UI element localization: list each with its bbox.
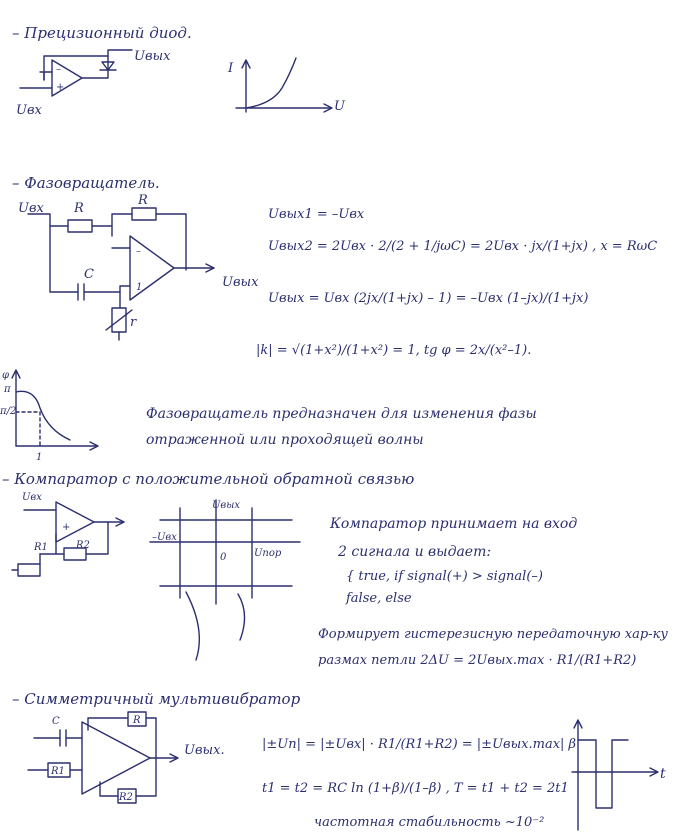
phase-shifter-title: – Фазовращатель. [12, 174, 160, 192]
phase-formula-4: |k| = √(1+x²)/(1+x²) = 1, tg φ = 2x/(x²–1). [256, 343, 532, 358]
phase-pi-half-label: π/2 [0, 406, 17, 417]
phase-response-graph [12, 370, 98, 450]
phase-note-line-2: отраженной или проходящей волны [146, 432, 424, 448]
comp-r1-label: R1 [34, 542, 48, 553]
svg-text:–: – [56, 64, 61, 75]
comp-note-line-3: { true, if signal(+) > signal(–) [346, 569, 543, 584]
phase-r1-label: R [74, 201, 84, 216]
diode-iv-graph [236, 58, 332, 112]
svg-text:–: – [136, 246, 141, 257]
iv-voltage-label: U [334, 99, 345, 114]
phase-r-label: r [130, 315, 137, 330]
mv-r1-label: R1 [51, 766, 65, 777]
hyst-zero-label: 0 [220, 552, 227, 563]
precision-diode-title: – Прецизионный диод. [12, 24, 192, 42]
square-wave [578, 740, 628, 808]
hyst-output-label: Uвых [212, 500, 241, 511]
phase-formula-1: Uвых1 = –Uвх [268, 207, 365, 222]
square-wave-graph [572, 720, 658, 830]
svg-text:+: + [56, 82, 65, 93]
hyst-left-label: –Uвх [152, 532, 177, 543]
comp-hyst-line-2: размах петли 2ΔU = 2Uвых.max · R1/(R1+R2) [318, 653, 637, 668]
mv-formula-3: частотная стабильность ~10⁻² [314, 815, 545, 830]
mv-output-label: Uвых. [184, 743, 225, 758]
mv-formula-1: |±Un| = |±Uвх| · R1/(R1+R2) = |±Uвых.max| β [262, 737, 577, 752]
hysteresis-graph [150, 500, 300, 660]
mv-t-axis-label: t [660, 766, 666, 782]
resistor-comp-r1 [18, 564, 40, 576]
resistor-r1 [68, 220, 92, 232]
phase-formula-3: Uвых = Uвх (2jx/(1+jx) – 1) = –Uвх (1–jx)/(1+jx) [268, 291, 589, 306]
comp-hyst-line-1: Формирует гистерезисную передаточную хар-ку [318, 627, 668, 642]
mv-formula-2: t1 = t2 = RC ln (1+β)/(1–β) , T = t1 + t2 = 2t1 [262, 781, 569, 796]
svg-text:+: + [62, 522, 71, 533]
comparator-title: – Компаратор с положительной обратной связью [2, 470, 415, 488]
comp-r2-label: R2 [76, 540, 90, 551]
comp-note-line-4: false, else [346, 591, 412, 606]
multivibrator-circuit [28, 712, 178, 803]
iv-current-label: I [228, 61, 234, 76]
op-amp-symbol-4 [82, 722, 150, 794]
comparator-circuit [12, 502, 124, 576]
svg-text:1: 1 [136, 282, 143, 293]
mv-c-label: C [52, 716, 60, 727]
resistor-r2 [132, 208, 156, 220]
comp-note-line-1: Компаратор принимает на вход [330, 516, 578, 532]
iv-curve [246, 58, 296, 108]
diode-input-label: Uвх [16, 103, 42, 118]
mv-r2-label: R2 [119, 792, 133, 803]
mv-r-label: R [133, 715, 141, 726]
capacitor-c [78, 284, 84, 300]
phase-output-label: Uвых [222, 275, 259, 290]
phase-pi-label: π [4, 384, 11, 395]
capacitor-mv-c [60, 730, 66, 746]
phase-curve [16, 391, 70, 440]
diode-output-label: Uвых [134, 49, 171, 64]
precision-diode-circuit [20, 50, 132, 96]
phase-input-label: Uвх [18, 201, 44, 216]
phase-one-label: 1 [36, 452, 43, 463]
comp-input-label: Uвх [22, 492, 42, 503]
phase-formula-2: Uвых2 = 2Uвх · 2/(2 + 1/jωC) = 2Uвх · jx/(1+jx) , x = RωC [268, 239, 658, 254]
hyst-threshold-label: Uпор [254, 548, 282, 559]
comp-note-line-2: 2 сигнала и выдает: [338, 544, 492, 560]
phase-r2-label: R [138, 193, 148, 208]
phase-note-line-1: Фазовращатель предназначен для изменения фазы [146, 406, 537, 422]
phase-phi-label: φ [2, 370, 10, 381]
phase-c-label: C [84, 267, 94, 282]
multivibrator-title: – Симметричный мультивибратор [12, 690, 301, 708]
phase-shifter-circuit [28, 208, 214, 340]
